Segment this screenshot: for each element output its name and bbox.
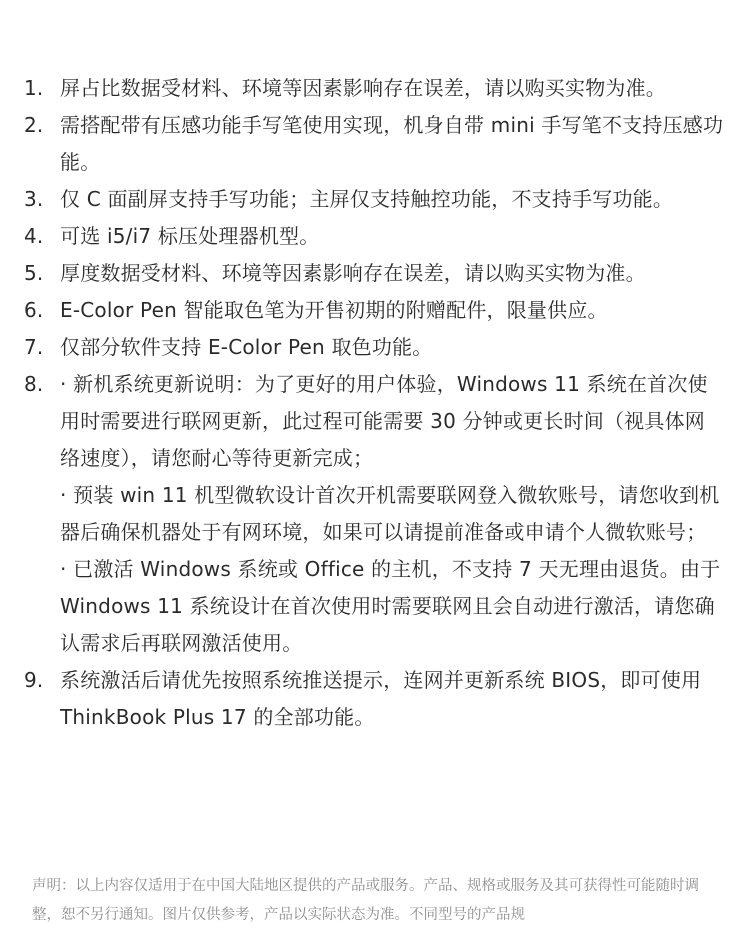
note-text: · 预装 win 11 机型微软设计首次开机需要联网登入微软账号，请您收到机器后确保机器处于有网环境，如果可以请提前准备或申请个人微软账号； [60, 483, 720, 544]
note-text: 屏占比数据受材料、环境等因素影响存在误差，请以购买实物为准。 [60, 76, 666, 100]
note-text: · 新机系统更新说明：为了更好的用户体验，Windows 11 系统在首次使用时需要进行联网更新，此过程可能需要 30 分钟或更长时间（视具体网络速度），请您耐心等待更新完成； [60, 372, 708, 470]
note-item [24, 70, 724, 107]
note-item [24, 255, 724, 292]
note-number: 7. [24, 335, 44, 359]
note-text: · 已激活 Windows 系统或 Office 的主机，不支持 7 天无理由退货。由于 Windows 11 系统设计在首次使用时需要联网且会自动进行激活，请您确认需求后再联网激活使用。 [60, 557, 721, 655]
note-text: 仅 C 面副屏支持手写功能；主屏仅支持触控功能，不支持手写功能。 [60, 187, 674, 211]
note-text: 厚度数据受材料、环境等因素影响存在误差，请以购买实物为准。 [60, 261, 646, 285]
disclaimer-text: 声明：以上内容仅适用于在中国大陆地区提供的产品或服务。产品、规格或服务及其可获得性可能随时调整，恕不另行通知。图片仅供参考，产品以实际状态为准。不同型号的产品规 [32, 878, 699, 923]
note-item [24, 366, 724, 662]
note-text: 可选 i5/i7 标压处理器机型。 [60, 224, 320, 248]
note-text: 仅部分软件支持 E-Color Pen 取色功能。 [60, 335, 433, 359]
note-text: E-Color Pen 智能取色笔为开售初期的附赠配件，限量供应。 [60, 298, 608, 322]
note-number: 1. [24, 76, 44, 100]
note-number: 8. [24, 372, 44, 396]
note-number: 6. [24, 298, 44, 322]
note-number: 5. [24, 261, 44, 285]
note-number: 3. [24, 187, 44, 211]
note-text: 需搭配带有压感功能手写笔使用实现，机身自带 mini 手写笔不支持压感功能。 [60, 113, 724, 174]
note-item [24, 107, 724, 181]
note-item [24, 292, 724, 329]
note-item [24, 662, 724, 736]
note-item [24, 181, 724, 218]
note-item [24, 218, 724, 255]
notes-list [24, 70, 724, 736]
note-item [24, 329, 724, 366]
note-text: 系统激活后请优先按照系统推送提示，连网并更新系统 BIOS，即可使用 ThinkBook Plus 17 的全部功能。 [60, 668, 702, 729]
note-number: 4. [24, 224, 44, 248]
note-number: 9. [24, 668, 44, 692]
note-number: 2. [24, 113, 44, 137]
